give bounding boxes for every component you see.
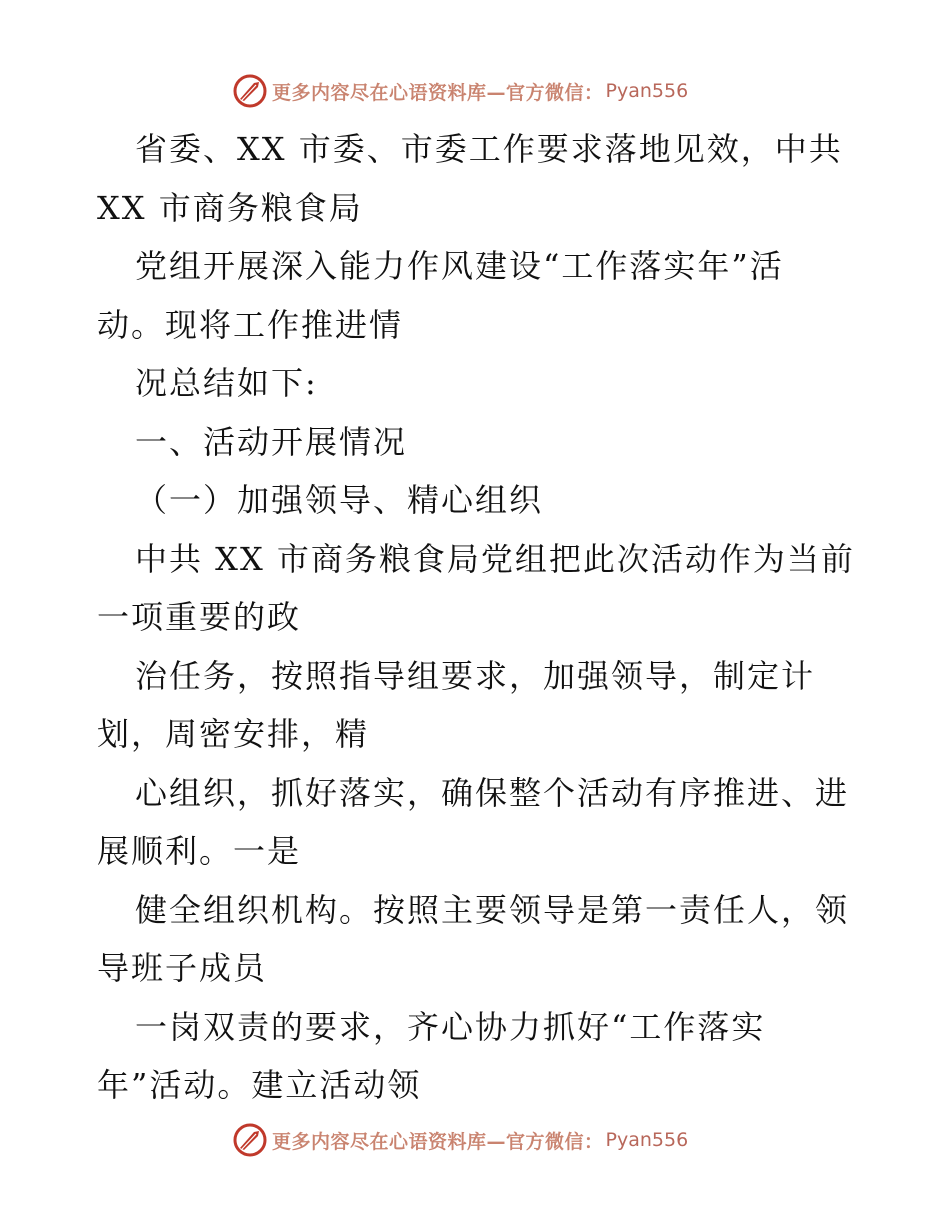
- quill-logo-icon: [232, 73, 268, 109]
- text-line: 划，周密安排，精: [97, 715, 370, 753]
- watermark-footer: [232, 1120, 688, 1160]
- text-line: 治任务，按照指导组要求，加强领导，制定计: [135, 656, 816, 695]
- section-heading: 一、活动开展情况: [135, 422, 408, 461]
- text-line: 一岗双责的要求，齐心协力抓好“工作落实: [135, 1007, 766, 1046]
- document-body: [97, 120, 897, 1115]
- text-line: 展顺利。一是: [97, 832, 302, 870]
- text-line: 导班子成员: [97, 949, 268, 987]
- text-line: 心组织，抓好落实，确保整个活动有序推进、进: [135, 773, 850, 812]
- text-line: 年”活动。建立活动领: [97, 1066, 422, 1104]
- watermark-wechat-id: Pyan556: [605, 1129, 689, 1151]
- text-line: XX 市商务粮食局: [97, 188, 363, 227]
- text-line: 况总结如下:: [135, 364, 318, 402]
- subsection-heading: （一）加强领导、精心组织: [135, 481, 544, 519]
- text-line: 动。现将工作推进情: [97, 305, 404, 344]
- text-line: 中共 XX 市商务粮食局党组把此次活动作为当前: [135, 539, 855, 578]
- text-line: 健全组织机构。按照主要领导是第一责任人，领: [135, 890, 850, 929]
- text-line: 一项重要的政: [97, 598, 302, 636]
- watermark-wechat-id: Pyan556: [605, 80, 689, 102]
- watermark-header: [232, 71, 688, 111]
- watermark-text: 更多内容尽在心语资料库—官方微信：: [272, 1130, 604, 1153]
- quill-logo-icon: [232, 1122, 268, 1158]
- text-line: 党组开展深入能力作风建设“工作落实年”活: [135, 247, 784, 285]
- watermark-text: 更多内容尽在心语资料库—官方微信：: [272, 81, 604, 104]
- text-line: 省委、XX 市委、市委工作要求落地见效，中共: [135, 130, 843, 168]
